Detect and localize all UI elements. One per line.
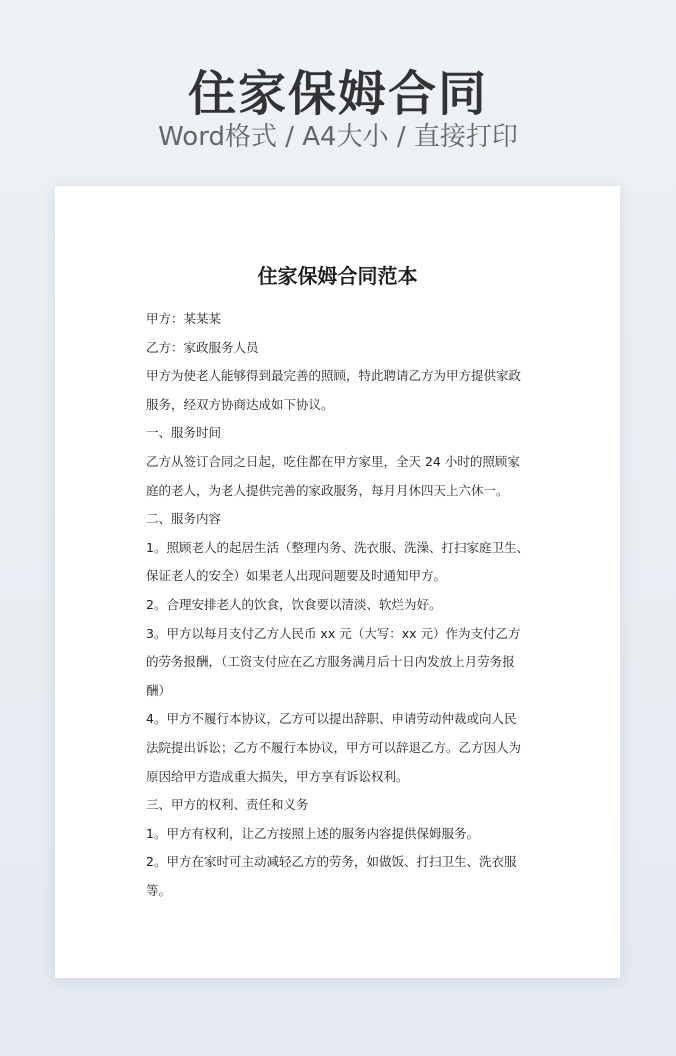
list-item-line: 酬） (146, 682, 172, 698)
party-a-line: 甲方：某某某 (146, 311, 222, 326)
list-item-line: 1。照顾老人的起居生活（整理内务、洗衣服、洗澡、打扫家庭卫生、 (146, 539, 529, 555)
banner-title: 住家保姆合同 (187, 66, 488, 122)
document-page (55, 186, 620, 978)
section-heading: 一、服务时间 (146, 425, 222, 441)
list-item-line: 保证老人的安全）如果老人出现问题要及时通知甲方。 (146, 568, 447, 584)
section-heading: 二、服务内容 (146, 511, 222, 527)
party-b-line: 乙方：家政服务人员 (146, 339, 259, 355)
list-item-line: 2。合理安排老人的饮食，饮食要以清淡、软烂为好。 (146, 596, 442, 612)
list-item-line: 法院提出诉讼；乙方不履行本协议，甲方可以辞退乙方。乙方因人为 (146, 739, 522, 755)
document-title: 住家保姆合同范本 (257, 264, 418, 288)
paragraph-line: 甲方为使老人能够得到最完善的照顾，特此聘请乙方为甲方提供家政 (146, 368, 522, 384)
list-item-line: 等。 (146, 882, 172, 898)
list-item-line: 原因给甲方造成重大损失，甲方享有诉讼权利。 (146, 768, 409, 784)
list-item-line: 3。甲方以每月支付乙方人民币 xx 元（大写：xx 元）作为支付乙方 (146, 625, 521, 641)
paragraph-line: 服务，经双方协商达成如下协议。 (146, 396, 334, 412)
paragraph-line: 乙方从签订合同之日起，吃住都在甲方家里，全天 24 小时的照顾家 (146, 453, 520, 469)
paragraph-line: 庭的老人，为老人提供完善的家政服务，每月月休四天上六休一。 (146, 482, 509, 498)
list-item-line: 2。甲方在家时可主动减轻乙方的劳务，如做饭、打扫卫生、洗衣服 (146, 854, 517, 870)
document-body (146, 305, 532, 905)
banner-header (0, 0, 676, 186)
banner-subtitle: Word格式 / A4大小 / 直接打印 (158, 122, 518, 152)
list-item-line: 的劳务报酬，（工资支付应在乙方服务满月后十日内发放上月劳务报 (146, 654, 515, 670)
list-item-line: 4。甲方不履行本协议，乙方可以提出辞职、申请劳动仲裁或向人民 (146, 711, 517, 727)
section-heading: 三、甲方的权利、责任和义务 (146, 797, 309, 813)
list-item-line: 1。甲方有权利，让乙方按照上述的服务内容提供保姆服务。 (146, 825, 479, 841)
